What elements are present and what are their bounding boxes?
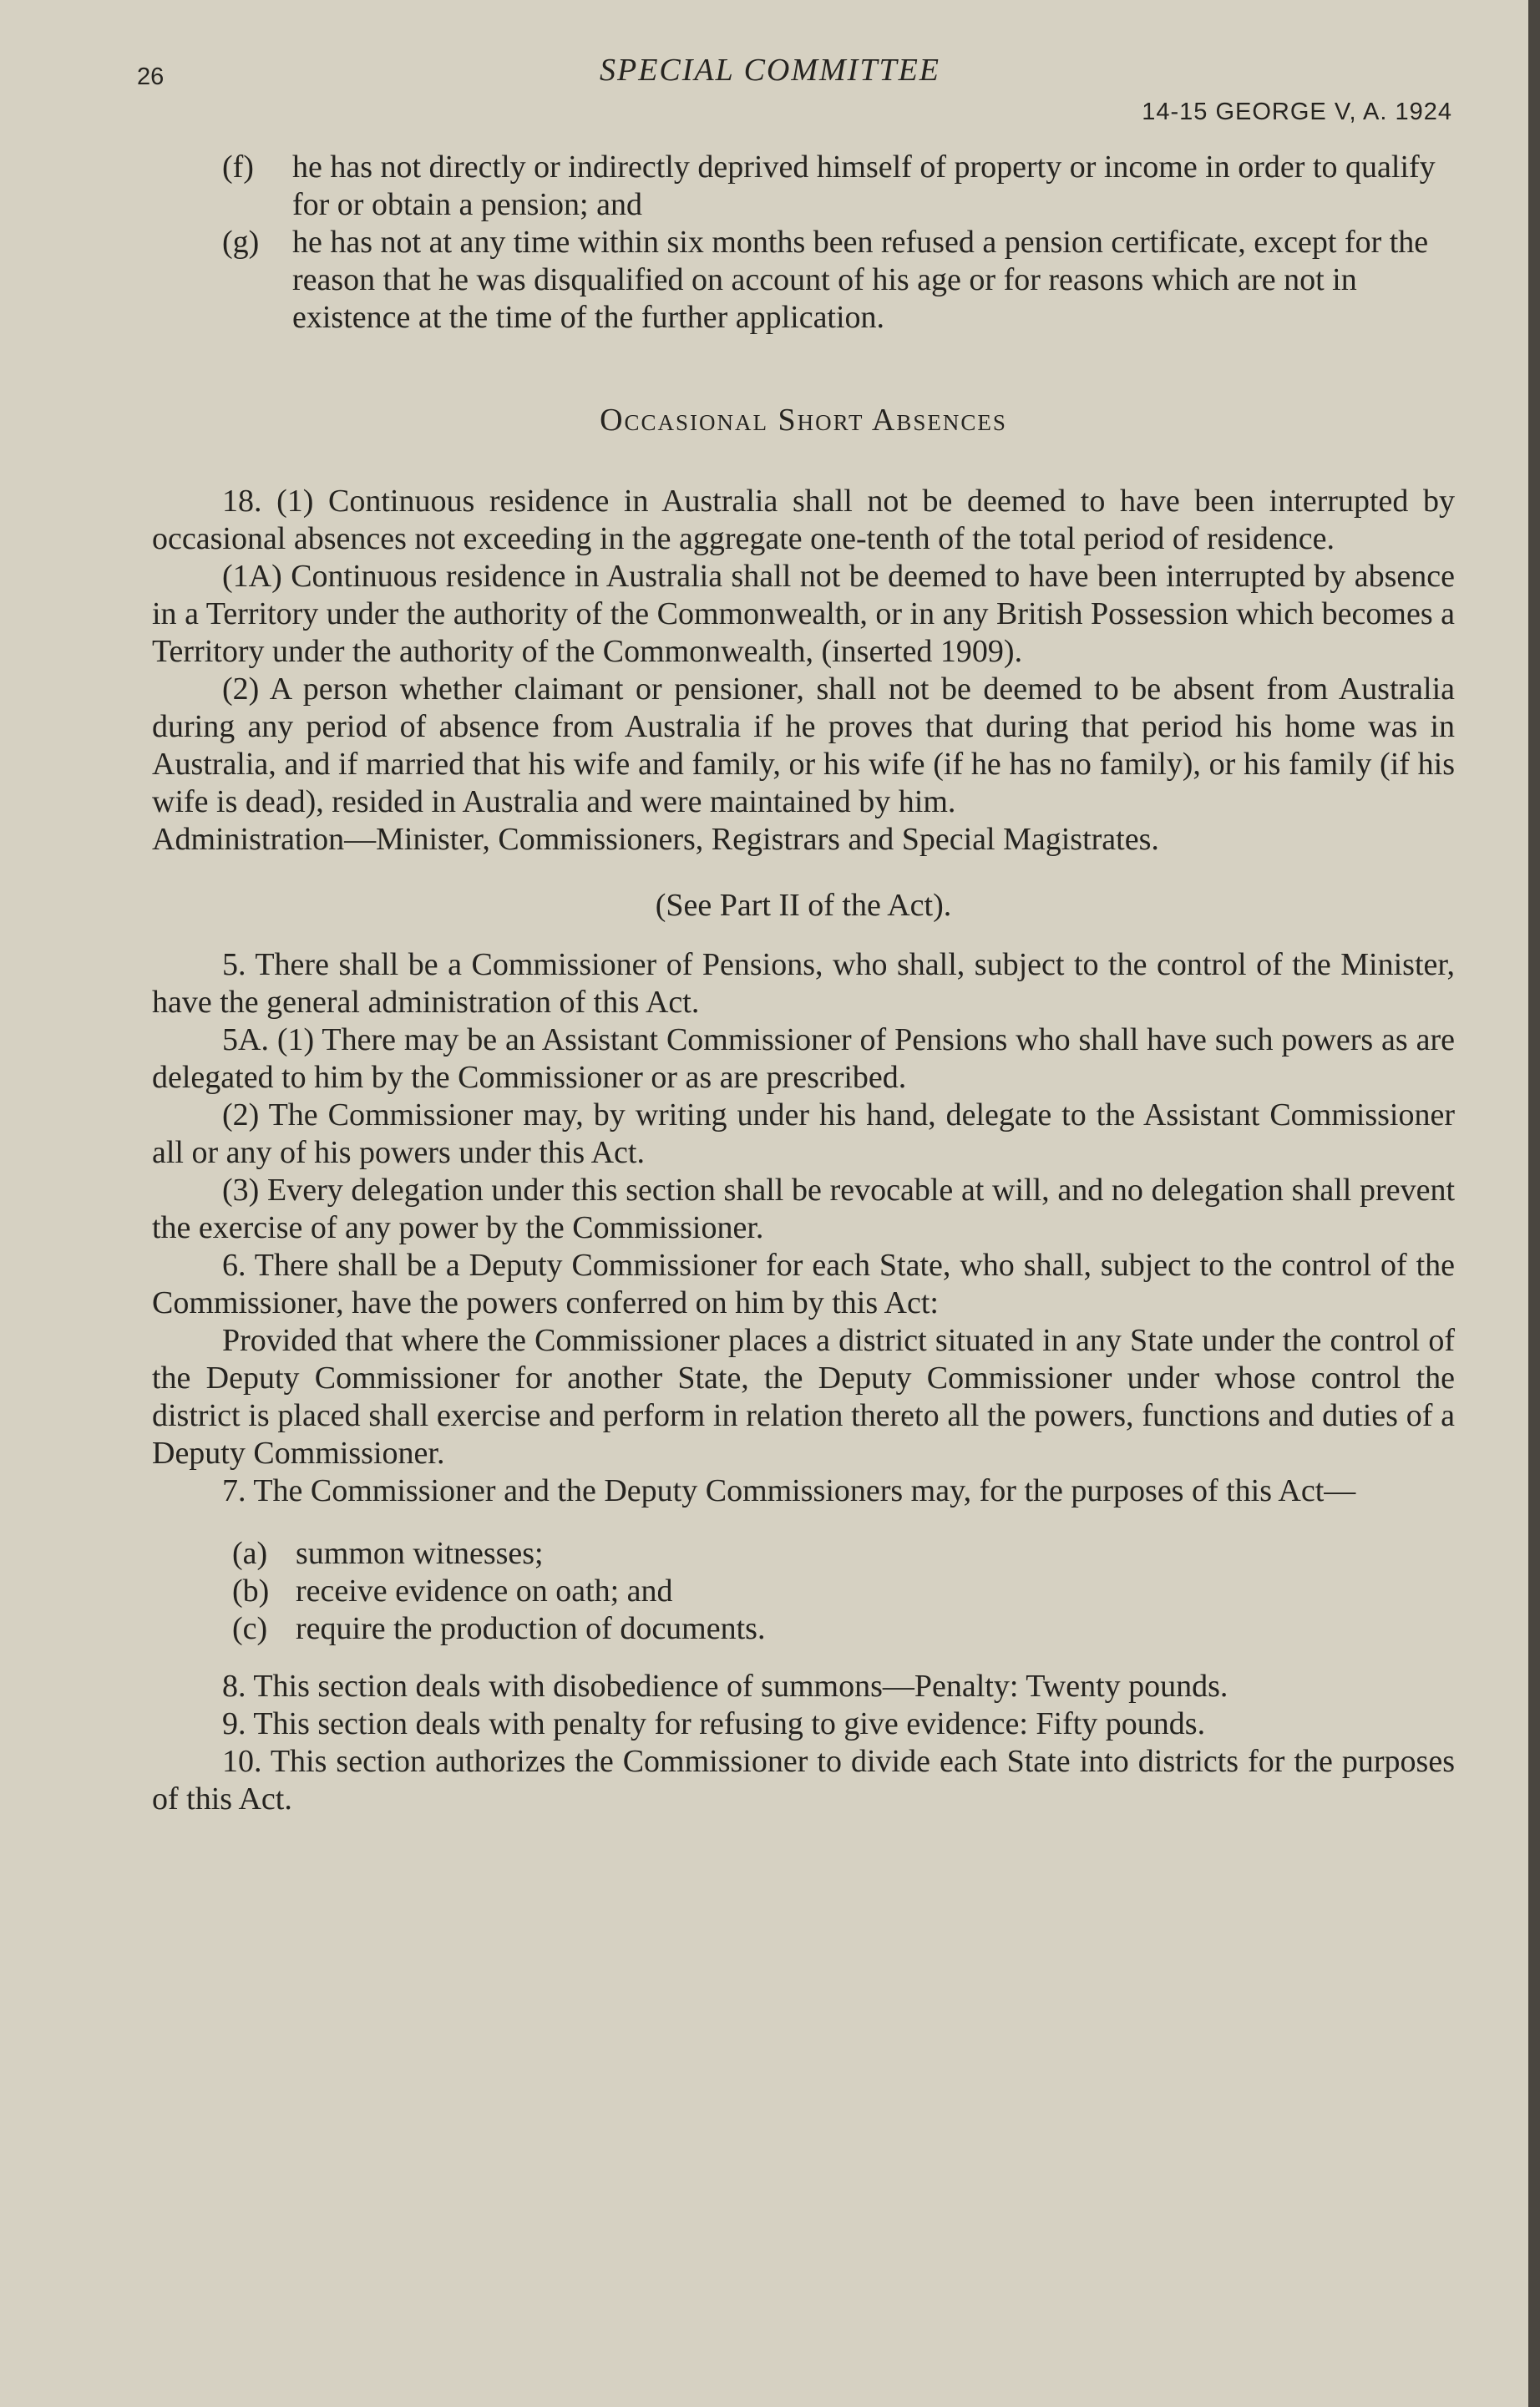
section-6: 6. There shall be a Deputy Commissioner for each State, who shall, subject to the control of the Commissioner, have the powers conferred on him by this Act: (152, 1248, 1455, 1320)
list-item (152, 1535, 1455, 1573)
running-head (0, 52, 1540, 94)
condition-label: (g) (222, 225, 260, 260)
administration-line: Administration—Minister, Commissioners, Registrars and Special Magistrates. (152, 822, 1159, 857)
list-item (152, 1573, 1455, 1610)
condition-label: (f) (222, 149, 254, 185)
section-6-proviso: Provided that where the Commissioner places a district situated in any State under the control of the Deputy Commissioner for another State, the Deputy Commissioner under whose control the district is placed shall exercise and perform in relation thereto all the powers, functions and duties of a Deputy Commissioner. (152, 1323, 1455, 1471)
condition-f (152, 149, 1455, 224)
section-9: 9. This section deals with penalty for refusing to give evidence: Fifty pounds. (222, 1706, 1206, 1741)
list-item-text: summon witnesses; (296, 1536, 544, 1571)
section-10: 10. This section authorizes the Commissioner to divide each State into districts for the purposes of this Act. (152, 1744, 1455, 1817)
section-heading: Occasional Short Absences (600, 403, 1007, 438)
page-number: 26 (137, 63, 165, 90)
list-item-text: receive evidence on oath; and (296, 1573, 673, 1609)
section-18-2: (2) A person whether claimant or pensioner, shall not be deemed to be absent from Australia during any period of absence from Australia if he proves that during that period his home was in Australia, and if married that his wife and family, or his wife (if he has no family), or his family (if his wife is dead), resided in Australia and were maintained by him. (152, 671, 1455, 819)
condition-text: he has not directly or indirectly deprived himself of property or income in order to qualify for or obtain a pension; and (292, 149, 1436, 222)
section-5a-3: (3) Every delegation under this section shall be revocable at will, and no delegation shall prevent the exercise of any power by the Commissioner. (152, 1173, 1455, 1245)
session-line: 14-15 GEORGE V, A. 1924 (1142, 99, 1452, 125)
section-18-1: 18. (1) Continuous residence in Australia shall not be deemed to have been interrupted by occasional absences not exceeding in the aggregate one-tenth of the total period of residence. (152, 484, 1455, 556)
section-18-1a: (1A) Continuous residence in Australia shall not be deemed to have been interrupted by absence in a Territory under the authority of the Commonwealth, or in any British Possession which becomes a Territory under the authority of the Commonwealth, (inserted 1909). (152, 559, 1455, 669)
section-5: 5. There shall be a Commissioner of Pensions, who shall, subject to the control of the Minister, have the general administration of this Act. (152, 947, 1455, 1020)
list-item (152, 1610, 1455, 1648)
section-7: 7. The Commissioner and the Deputy Commissioners may, for the purposes of this Act— (222, 1473, 1356, 1508)
section-5a-1: 5A. (1) There may be an Assistant Commissioner of Pensions who shall have such powers as are delegated to him by the Commissioner or as are prescribed. (152, 1022, 1455, 1095)
running-title: SPECIAL COMMITTEE (599, 53, 941, 88)
condition-text: he has not at any time within six months been refused a pension certificate, except for the reason that he was disqualified on account of his age or for reasons which are not in existence at the time of the further application. (292, 225, 1429, 335)
condition-g (152, 224, 1455, 337)
list-item-text: require the production of documents. (296, 1611, 766, 1646)
page-edge-shadow (1528, 0, 1540, 2407)
section-7-list (152, 1535, 1455, 1648)
list-item-label: (b) (232, 1573, 270, 1609)
list-item-label: (a) (232, 1536, 268, 1571)
see-part-note: (See Part II of the Act). (655, 888, 952, 923)
list-item-label: (c) (232, 1611, 268, 1646)
section-5a-2: (2) The Commissioner may, by writing under his hand, delegate to the Assistant Commissioner all or any of his powers under this Act. (152, 1097, 1455, 1170)
document-body (152, 149, 1455, 1818)
section-8: 8. This section deals with disobedience of summons—Penalty: Twenty pounds. (222, 1669, 1228, 1704)
